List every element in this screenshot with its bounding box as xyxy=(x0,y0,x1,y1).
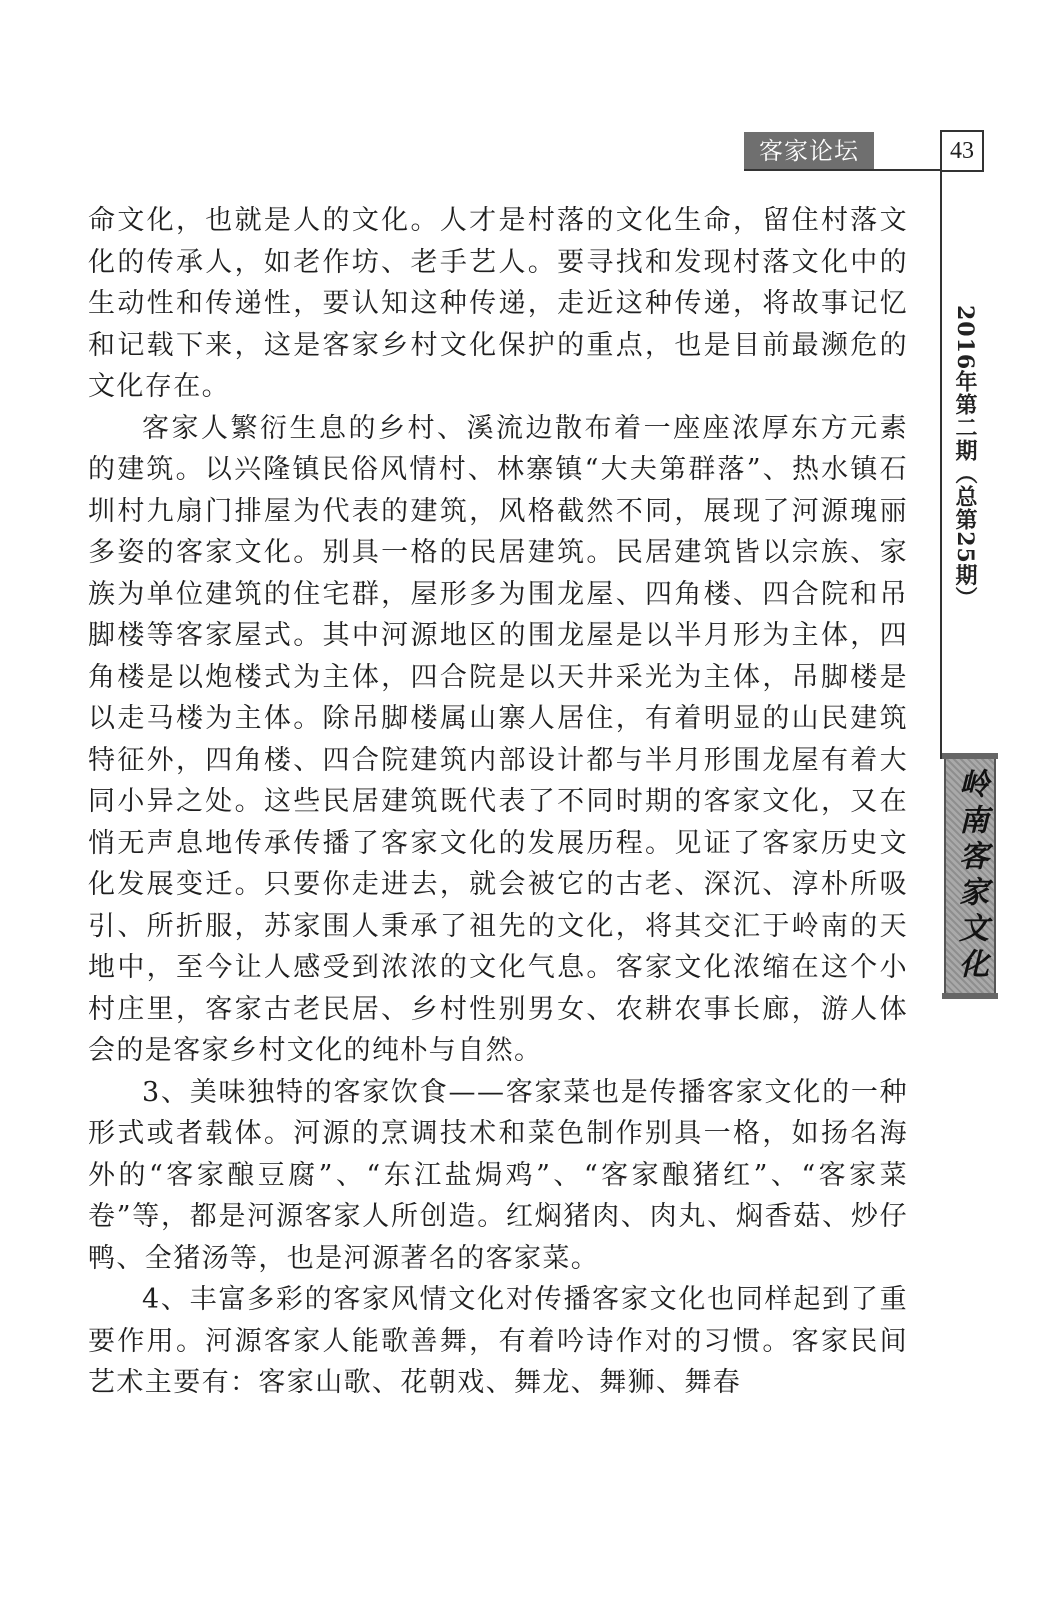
section-label: 客家论坛 xyxy=(744,132,874,170)
vertical-rule xyxy=(940,169,942,759)
journal-logo-scroll xyxy=(944,757,996,995)
paragraph-4: 4、丰富多彩的客家风情文化对传播客家文化也同样起到了重要作用。河源客家人能歌善舞，有着吟诗作对的习惯。客家民间艺术主要有：客家山歌、花朝戏、舞龙、舞狮、舞春 xyxy=(88,1284,908,1398)
paragraph-3: 3、美味独特的客家饮食——客家菜也是传播客家文化的一种形式或者载体。河源的烹调技术和菜色制作别具一格，如扬名海外的“客家酿豆腐”、“东江盐焗鸡”、“客家酿猪红”、“客家菜卷”等，都是河源客家人所创造。红焖猪肉、肉丸、焖香菇、炒仔鸭、全猪汤等，也是河源著名的客家菜。 xyxy=(88,1076,908,1274)
page-number: 43 xyxy=(940,130,984,172)
scroll-rod-top xyxy=(942,753,998,759)
journal-logo-text: 岭南客家文化 xyxy=(953,768,988,984)
scroll-rod-bottom xyxy=(942,993,998,999)
article-body xyxy=(88,200,908,1404)
paragraph-1: 命文化，也就是人的文化。人才是村落的文化生命，留住村落文化的传承人，如老作坊、老手艺人。要寻找和发现村落文化中的生动性和传递性，要认知这种传递，走近这种传递，将故事记忆和记载下来，这是客家乡村文化保护的重点，也是目前最濒危的文化存在。 xyxy=(88,205,908,402)
header-rule xyxy=(744,169,940,171)
paragraph-2: 客家人繁衍生息的乡村、溪流边散布着一座座浓厚东方元素的建筑。以兴隆镇民俗风情村、林寨镇“大夫第群落”、热水镇石圳村九扇门排屋为代表的建筑，风格截然不同，展现了河源瑰丽多姿的客家文化。别具一格的民居建筑。民居建筑皆以宗族、家族为单位建筑的住宅群，屋形多为围龙屋、四角楼、四合院和吊脚楼等客家屋式。其中河源地区的围龙屋是以半月形为主体，四角楼是以炮楼式为主体，四合院是以天井采光为主体，吊脚楼是以走马楼为主体。除吊脚楼属山寨人居住，有着明显的山民建筑特征外，四角楼、四合院建筑内部设计都与半月形围龙屋有着大同小异之处。这些民居建筑既代表了不同时期的客家文化，又在悄无声息地传承传播了客家文化的发展历程。见证了客家历史文化发展变迁。只要你走进去，就会被它的古老、深沉、淳朴所吸引、所折服，苏家围人秉承了祖先的文化，将其交汇于岭南的天地中，至今让人感受到浓浓的文化气息。客家文化浓缩在这个小村庄里，客家古老民居、乡村性别男女、农耕农事长廊，游人体会的是客家乡村文化的纯朴与自然。 xyxy=(88,412,908,1066)
issue-info: 2016年第二期（总第25期） xyxy=(952,305,978,610)
